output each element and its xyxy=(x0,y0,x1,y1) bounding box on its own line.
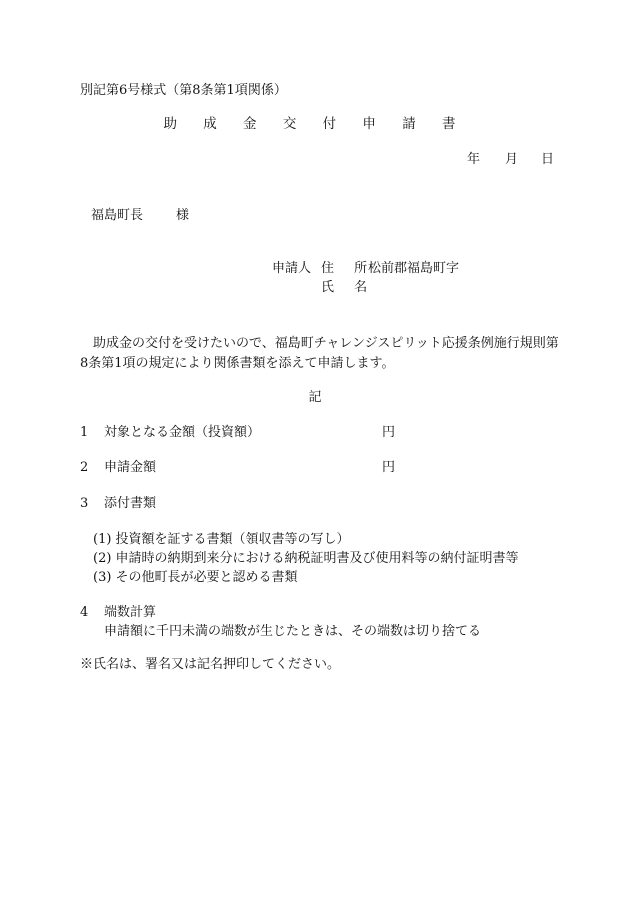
honorific: 様 xyxy=(176,208,190,223)
applicant-label: 申請人 xyxy=(272,261,312,276)
item-number: 1 xyxy=(80,425,89,440)
date-month-label: 月 xyxy=(505,152,519,167)
address-value: 松前郡福島町字 xyxy=(368,261,460,276)
body-text: 助成金の交付を受けたいので、福島町チャレンジスピリット応援条例施行規則第8条第1項の規定により関係書類を添えて申請します。 xyxy=(80,336,559,371)
date-year-label: 年 xyxy=(467,152,481,167)
addressee: 福島町長 xyxy=(91,208,144,223)
date-day-label: 日 xyxy=(541,152,555,167)
item-label: 申請金額 xyxy=(104,460,157,475)
body-paragraph xyxy=(80,334,560,374)
item-unit: 円 xyxy=(382,460,396,475)
attachment-item: (1) 投資額を証する書類（領収書等の写し） xyxy=(93,532,350,547)
item-label: 添付書類 xyxy=(104,496,157,511)
item-number: 4 xyxy=(80,605,89,620)
rounding-note: 申請額に千円未満の端数が生じたときは、その端数は切り捨てる xyxy=(104,624,482,639)
address-label: 住 所 xyxy=(321,261,376,276)
form-reference: 別記第6号様式（第8条第1項関係） xyxy=(80,83,287,98)
document-title: 助 成 金 交 付 申 請 書 xyxy=(163,116,467,132)
attachment-item: (2) 申請時の納期到来分における納税証明書及び使用料等の納付証明書等 xyxy=(93,551,519,566)
item-label: 対象となる金額（投資額） xyxy=(104,425,261,440)
ki-heading: 記 xyxy=(308,390,322,405)
item-label: 端数計算 xyxy=(104,605,157,620)
item-number: 2 xyxy=(80,460,89,475)
item-number: 3 xyxy=(80,496,89,511)
attachment-item: (3) その他町長が必要と認める書類 xyxy=(93,570,298,585)
name-label: 氏 名 xyxy=(321,280,376,295)
item-unit: 円 xyxy=(382,425,396,440)
footer-note: ※氏名は、署名又は記名押印してください。 xyxy=(80,657,341,672)
